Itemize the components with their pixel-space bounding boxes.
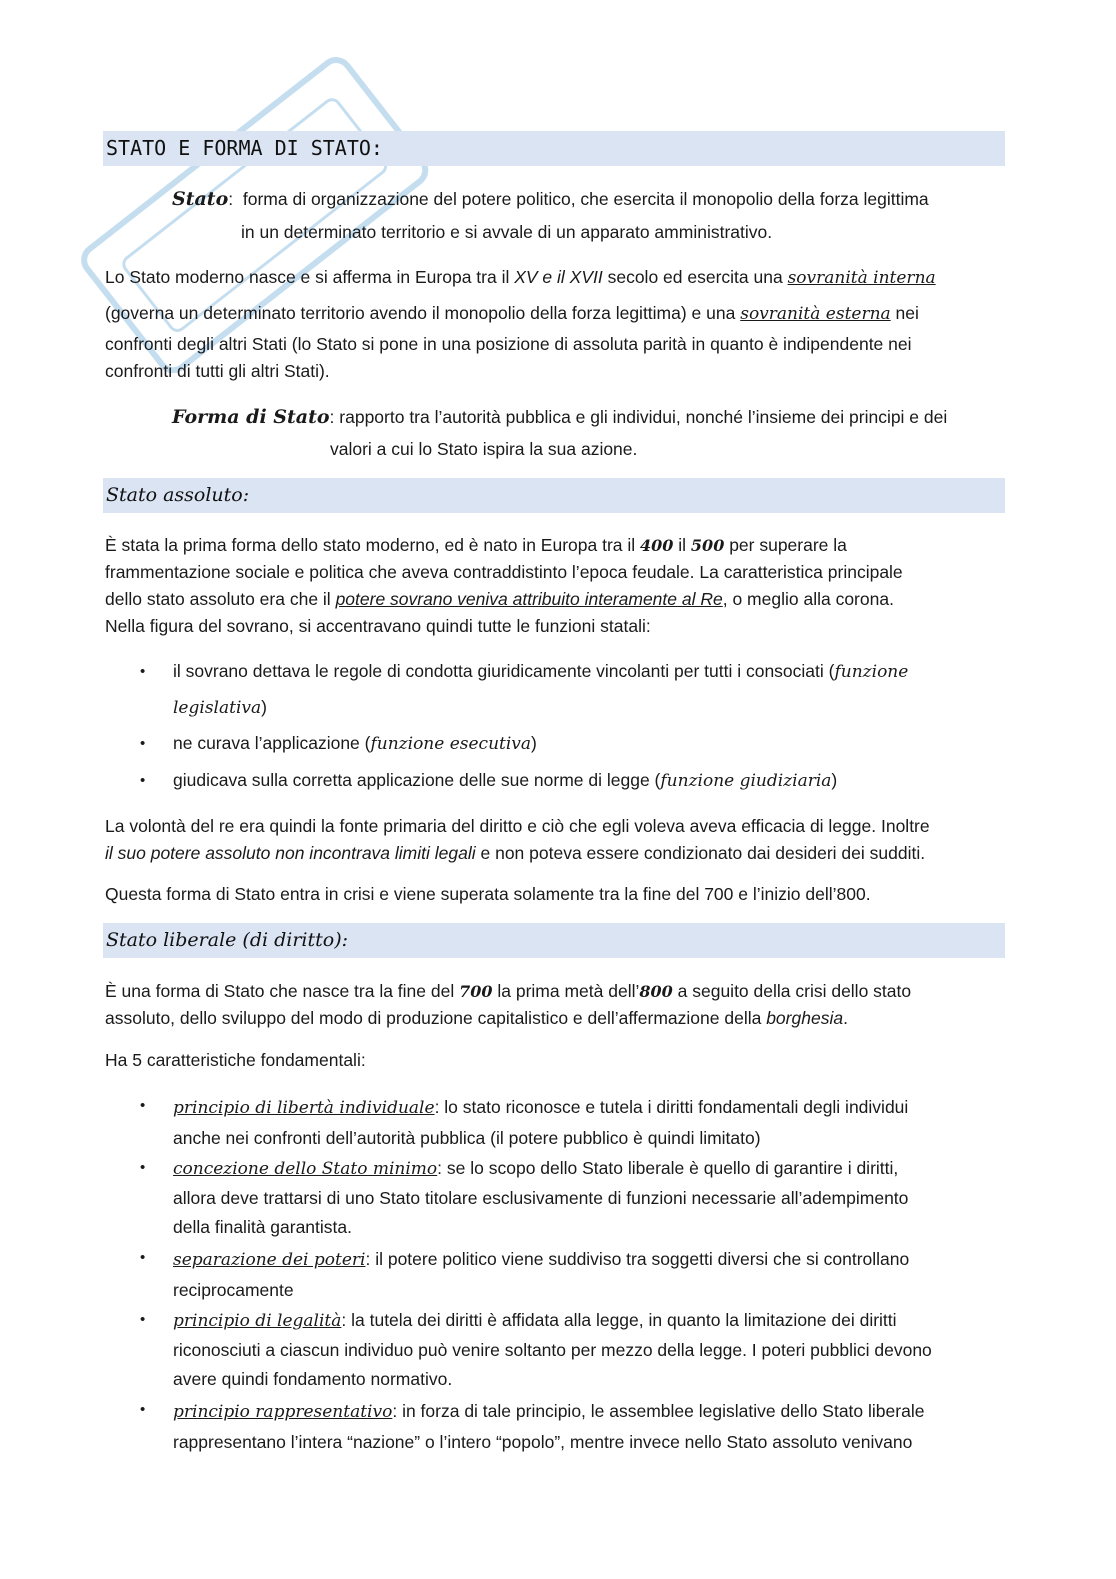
paragraph-assoluto-l2: frammentazione sociale e politica che aveva contraddistinto l’epoca feudale. La caratteristica principale (105, 562, 903, 582)
bullet-icon: • (140, 1159, 146, 1176)
bullet-icon: • (140, 1249, 146, 1266)
heading-stato-forma: STATO E FORMA DI STATO: (103, 131, 1005, 166)
term-potere-sovrano: potere sovrano veniva attribuito interamente al Re (335, 589, 723, 609)
paragraph-stato-moderno-l2: (governa un determinato territorio avendo il monopolio della forza legittima) e una sovranità esterna nei (105, 303, 919, 324)
bullet-icon: • (140, 1311, 146, 1328)
paragraph-assoluto-l4: Nella figura del sovrano, si accentravano quindi tutte le funzioni statali: (105, 616, 651, 636)
paragraph-crisi: Questa forma di Stato entra in crisi e viene superata solamente tra la fine del 700 e l’inizio dell’800. (105, 884, 871, 904)
definition-stato-cont: in un determinato territorio e si avvale di un apparato amministrativo. (241, 222, 773, 242)
paragraph-stato-moderno-l3: confronti degli altri Stati (lo Stato si pone in una posizione di assoluta parità in quanto è indipendente nei (105, 334, 912, 354)
term-stato: Stato (172, 188, 229, 210)
paragraph-volonta-l2: il suo potere assoluto non incontrava limiti legali e non poteva essere condizionato dai desideri dei sudditi. (105, 843, 926, 863)
heading-stato-liberale: Stato liberale (di diritto): (103, 923, 1005, 958)
paragraph-stato-moderno: Lo Stato moderno nasce e si afferma in Europa tra il XV e il XVII secolo ed esercita una sovranità interna (105, 267, 936, 288)
definition-forma-cont: valori a cui lo Stato ispira la sua azione. (330, 439, 638, 459)
bullet-icon: • (140, 735, 146, 752)
bullet-icon: • (140, 1097, 146, 1114)
definition-forma-di-stato: Forma di Stato: rapporto tra l’autorità pubblica e gli individui, nonché l’insieme dei principi e dei (172, 406, 948, 428)
term-sovranita-esterna: sovranità esterna (740, 304, 891, 324)
paragraph-stato-moderno-l4: confronti di tutti gli altri Stati). (105, 361, 330, 381)
term-sovranita-interna: sovranità interna (787, 268, 936, 288)
bullet-icon: • (140, 1401, 146, 1418)
paragraph-caratteristiche: Ha 5 caratteristiche fondamentali: (105, 1050, 366, 1070)
term-forma-di-stato: Forma di Stato (172, 406, 330, 428)
paragraph-volonta: La volontà del re era quindi la fonte primaria del diritto e ciò che egli voleva aveva efficacia di legge. Inoltre (105, 816, 930, 836)
definition-stato: Stato: forma di organizzazione del potere politico, che esercita il monopolio della forza legittima (172, 188, 929, 210)
heading-stato-assoluto: Stato assoluto: (103, 478, 1005, 513)
paragraph-assoluto: È stata la prima forma dello stato moderno, ed è nato in Europa tra il 400 il 500 per superare la (105, 535, 847, 555)
paragraph-liberale-l2: assoluto, dello sviluppo del modo di produzione capitalistico e dell’affermazione della borghesia. (105, 1008, 848, 1028)
paragraph-assoluto-l3: dello stato assoluto era che il potere sovrano veniva attribuito interamente al Re, o meglio alla corona. (105, 589, 894, 609)
bullet-icon: • (140, 772, 146, 789)
bullet-icon: • (140, 663, 146, 680)
paragraph-liberale: È una forma di Stato che nasce tra la fine del 700 la prima metà dell’800 a seguito della crisi dello stato (105, 981, 912, 1001)
